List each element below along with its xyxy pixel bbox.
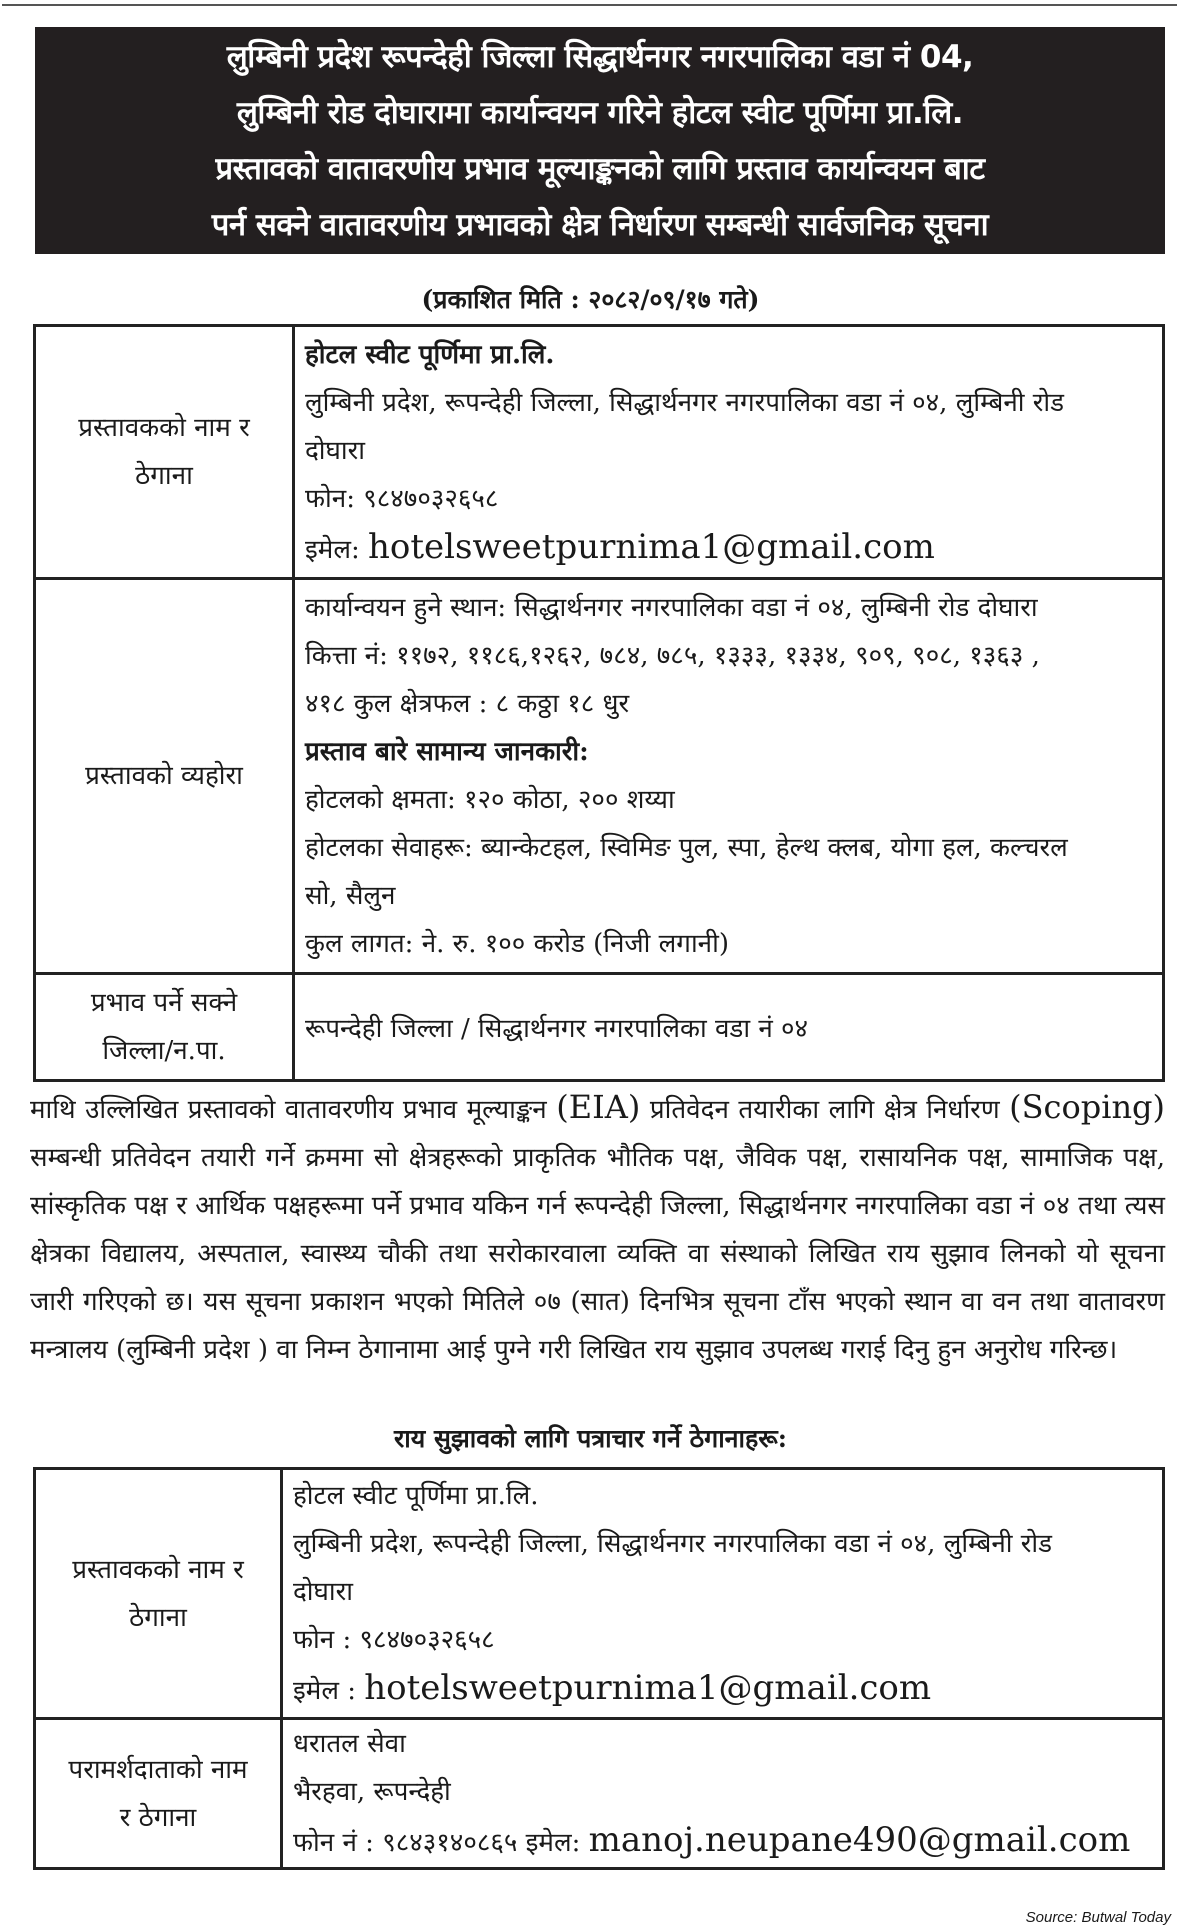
table-row [35, 326, 1164, 579]
address-line: भैरहवा, रूपन्देही [293, 1777, 451, 1807]
label-line: र ठेगाना [119, 1802, 197, 1833]
label-line: ठेगाना [135, 461, 193, 491]
consultant-details [282, 1719, 1164, 1869]
detail-heading: प्रस्ताव बारे सामान्य जानकारी: [305, 737, 589, 767]
body-text: माथि उल्लिखित प्रस्तावको वातावरणीय प्रभाव मूल्याङ्कन [30, 1095, 547, 1125]
body-text: (EIA) [556, 1088, 641, 1126]
row-label [35, 974, 294, 1081]
proponent-details [294, 326, 1164, 579]
email-link[interactable]: hotelsweetpurnima1@gmail.com [364, 1668, 932, 1708]
address-line: लुम्बिनी प्रदेश, रूपन्देही जिल्ला, सिद्धार्थनगर नगरपालिका वडा नं ०४, लुम्बिनी रोड [305, 387, 1065, 418]
detail-line: होटलका सेवाहरू: ब्यान्केटहल, स्विमिङ पुल, स्पा, हेल्थ क्लब, योगा हल, कल्चरल [305, 833, 1068, 863]
proposal-table [33, 324, 1165, 1082]
label-line: प्रभाव पर्ने सक्ने [90, 988, 238, 1018]
row-label [35, 1469, 282, 1719]
table-row [35, 974, 1164, 1081]
detail-line: कार्यान्वयन हुने स्थान: सिद्धार्थनगर नगरपालिका वडा नं ०४, लुम्बिनी रोड दोघारा [305, 593, 1038, 623]
body-text: सम्बन्धी प्रतिवेदन तयारी गर्ने क्रममा सो क्षेत्रहरूको प्राकृतिक भौतिक पक्ष, जैविक पक्ष, रासायनिक पक्ष, सामाजिक पक्ष, सांस्कृतिक पक्ष र आर्थिक पक्षहरूमा पर्ने प्रभाव यकिन गर्न रूपन्देही जिल्ला, सिद्धार्थनगर नगरपालिका वडा नं ०४ तथा त्यस क्षेत्रका विद्यालय, अस्पताल, स्वास्थ्य चौकी तथा सरोकारवाला व्यक्ति वा संस्थाको लिखित राय सुझाव लिनको यो सूचना जारी गरिएको छ। यस सूचना प्रकाशन भएको मितिले ०७ (सात) दिनभित्र सूचना टाँस भएको स्थान वा वन तथा वातावरण मन्त्रालय (लुम्बिनी प्रदेश ) वा निम्न ठेगानामा आई पुग्ने गरी लिखित राय सुझाव उपलब्ध गराई दिनु हुन अनुरोध गरिन्छ। [30, 1143, 1165, 1365]
detail-line: ४१८ कुल क्षेत्रफल : ८ कठ्ठा १८ धुर [305, 689, 630, 719]
label-line: परामर्शदाताको नाम [68, 1754, 248, 1785]
address-line: दोघारा [305, 435, 366, 466]
label-line: प्रस्तावकको नाम र [78, 413, 250, 443]
label-line: जिल्ला/न.पा. [102, 1036, 226, 1066]
body-text: (Scoping) [1009, 1088, 1166, 1126]
label-line: ठेगाना [129, 1602, 187, 1633]
email-label: इमेल : [293, 1676, 356, 1706]
address-line: दोघारा [293, 1577, 354, 1607]
row-label: प्रस्तावको व्यहोरा [35, 579, 294, 974]
proponent-details [282, 1469, 1164, 1719]
address-line: लुम्बिनी प्रदेश, रूपन्देही जिल्ला, सिद्धार्थनगर नगरपालिका वडा नं ०४, लुम्बिनी रोड [293, 1529, 1053, 1559]
title-line: प्रस्तावको वातावरणीय प्रभाव मूल्याङ्कनको लागि प्रस्ताव कार्यान्वयन बाट [215, 150, 985, 187]
detail-line: होटलको क्षमता: १२० कोठा, २०० शय्या [305, 785, 675, 815]
title-line: लुम्बिनी प्रदेश रूपन्देही जिल्ला सिद्धार्थनगर नगरपालिका वडा नं 04, [226, 38, 974, 75]
table-row [35, 1469, 1164, 1719]
affected-area: रूपन्देही जिल्ला / सिद्धार्थनगर नगरपालिका वडा नं ०४ [294, 974, 1164, 1081]
proponent-name: होटल स्वीट पूर्णिमा प्रा.लि. [305, 339, 555, 370]
phone-email-label: फोन नं : ९८४३१४०८६५ इमेल: [293, 1828, 581, 1858]
correspondence-table [33, 1467, 1165, 1870]
label-line: प्रस्तावकको नाम र [72, 1554, 244, 1585]
detail-line: सो, सैलुन [305, 881, 396, 911]
notice-title-banner [35, 27, 1165, 254]
row-label [35, 326, 294, 579]
row-label [35, 1719, 282, 1869]
body-text: प्रतिवेदन तयारीका लागि क्षेत्र निर्धारण [649, 1095, 1000, 1125]
phone: फोन : ९८४७०३२६५८ [293, 1625, 495, 1655]
phone: फोन: ९८४७०३२६५८ [305, 483, 499, 514]
detail-line: कुल लागत: ने. रु. १०० करोड (निजी लगानी) [305, 929, 729, 959]
notice-body [30, 1083, 1165, 1374]
proponent-name: होटल स्वीट पूर्णिमा प्रा.लि. [293, 1481, 539, 1511]
published-date: (प्रकाशित मिति : २०८२/०९/१७ गते) [421, 285, 760, 314]
proposal-details [294, 579, 1164, 974]
email-link[interactable]: hotelsweetpurnima1@gmail.com [367, 526, 935, 567]
title-line: पर्न सक्ने वातावरणीय प्रभावको क्षेत्र निर्धारण सम्बन्धी सार्वजनिक सूचना [211, 206, 989, 243]
source-credit: Source: Butwal Today [1025, 1909, 1171, 1926]
correspondence-heading: राय सुझावको लागि पत्राचार गर्ने ठेगानाहरू: [394, 1424, 787, 1453]
table-row [35, 579, 1164, 974]
email-link[interactable]: manoj.neupane490@gmail.com [588, 1820, 1131, 1860]
email-label: इमेल: [305, 534, 360, 565]
table-row [35, 1719, 1164, 1869]
consultant-name: धरातल सेवा [293, 1729, 406, 1759]
detail-line: कित्ता नं: ११७२, ११८६,१२६२, ७८४, ७८५, १३३३, १३३४, ९०९, ९०८, १३६३ , [305, 641, 1040, 671]
title-line: लुम्बिनी रोड दोघारामा कार्यान्वयन गरिने होटल स्वीट पूर्णिमा प्रा.लि. [236, 94, 964, 131]
